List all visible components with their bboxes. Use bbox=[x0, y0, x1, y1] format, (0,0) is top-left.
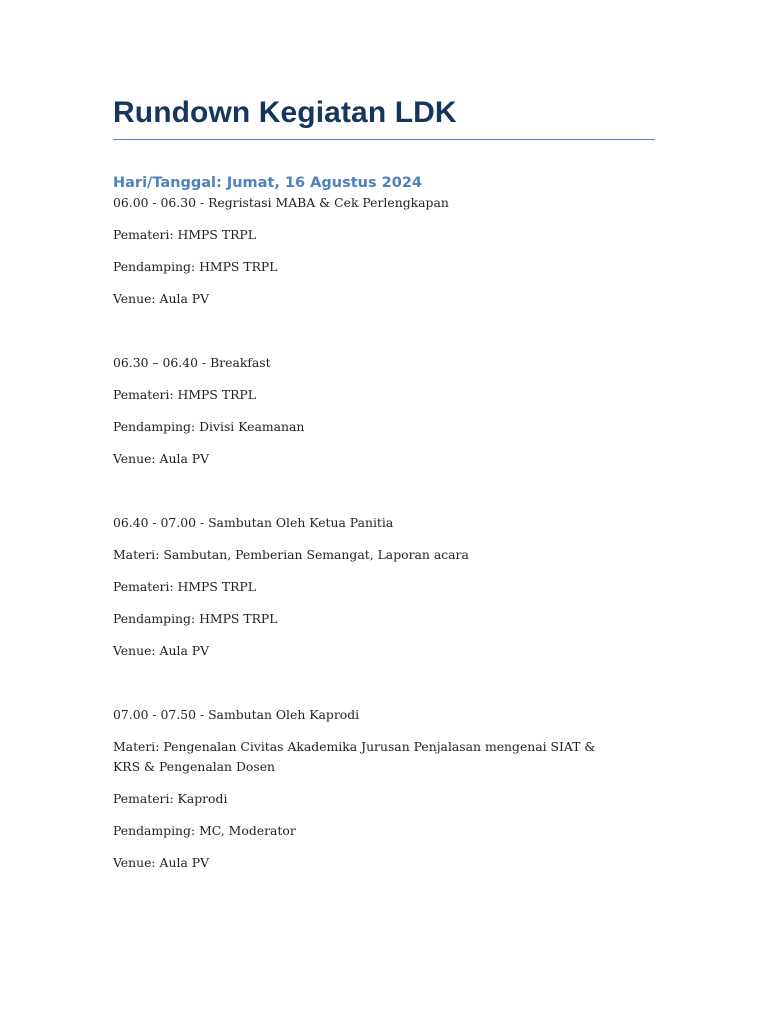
session-4 bbox=[113, 705, 655, 873]
session-3 bbox=[113, 513, 655, 661]
session-pendamping: Pendamping: HMPS TRPL bbox=[113, 259, 278, 274]
session-time: 06.40 - 07.00 - Sambutan Oleh Ketua Panitia bbox=[113, 515, 394, 530]
page-title: Rundown Kegiatan LDK bbox=[113, 94, 655, 140]
session-venue: Venue: Aula PV bbox=[113, 643, 210, 658]
spacer bbox=[113, 673, 655, 705]
session-2 bbox=[113, 353, 655, 469]
session-time: 06.30 – 06.40 - Breakfast bbox=[113, 355, 271, 370]
session-pendamping: Pendamping: Divisi Keamanan bbox=[113, 419, 305, 434]
session-venue: Venue: Aula PV bbox=[113, 855, 210, 870]
session-pemateri: Pemateri: Kaprodi bbox=[113, 791, 228, 806]
session-pemateri: Pemateri: HMPS TRPL bbox=[113, 579, 256, 594]
session-1 bbox=[113, 193, 655, 309]
session-time: 07.00 - 07.50 - Sambutan Oleh Kaprodi bbox=[113, 707, 360, 722]
session-pendamping: Pendamping: HMPS TRPL bbox=[113, 611, 278, 626]
session-time: 06.00 - 06.30 - Regristasi MABA & Cek Perlengkapan bbox=[113, 195, 449, 210]
session-pemateri: Pemateri: HMPS TRPL bbox=[113, 387, 256, 402]
spacer bbox=[113, 321, 655, 353]
date-heading: Hari/Tanggal: Jumat, 16 Agustus 2024 bbox=[113, 175, 422, 191]
session-materi: Materi: Sambutan, Pemberian Semangat, Laporan acara bbox=[113, 547, 469, 562]
session-venue: Venue: Aula PV bbox=[113, 451, 210, 466]
session-pemateri: Pemateri: HMPS TRPL bbox=[113, 227, 256, 242]
spacer bbox=[113, 481, 655, 513]
session-materi: Materi: Pengenalan Civitas Akademika Jurusan Penjalasan mengenai SIAT & KRS & Pengenalan Dosen bbox=[113, 739, 596, 774]
session-venue: Venue: Aula PV bbox=[113, 291, 210, 306]
session-pendamping: Pendamping: MC, Moderator bbox=[113, 823, 296, 838]
